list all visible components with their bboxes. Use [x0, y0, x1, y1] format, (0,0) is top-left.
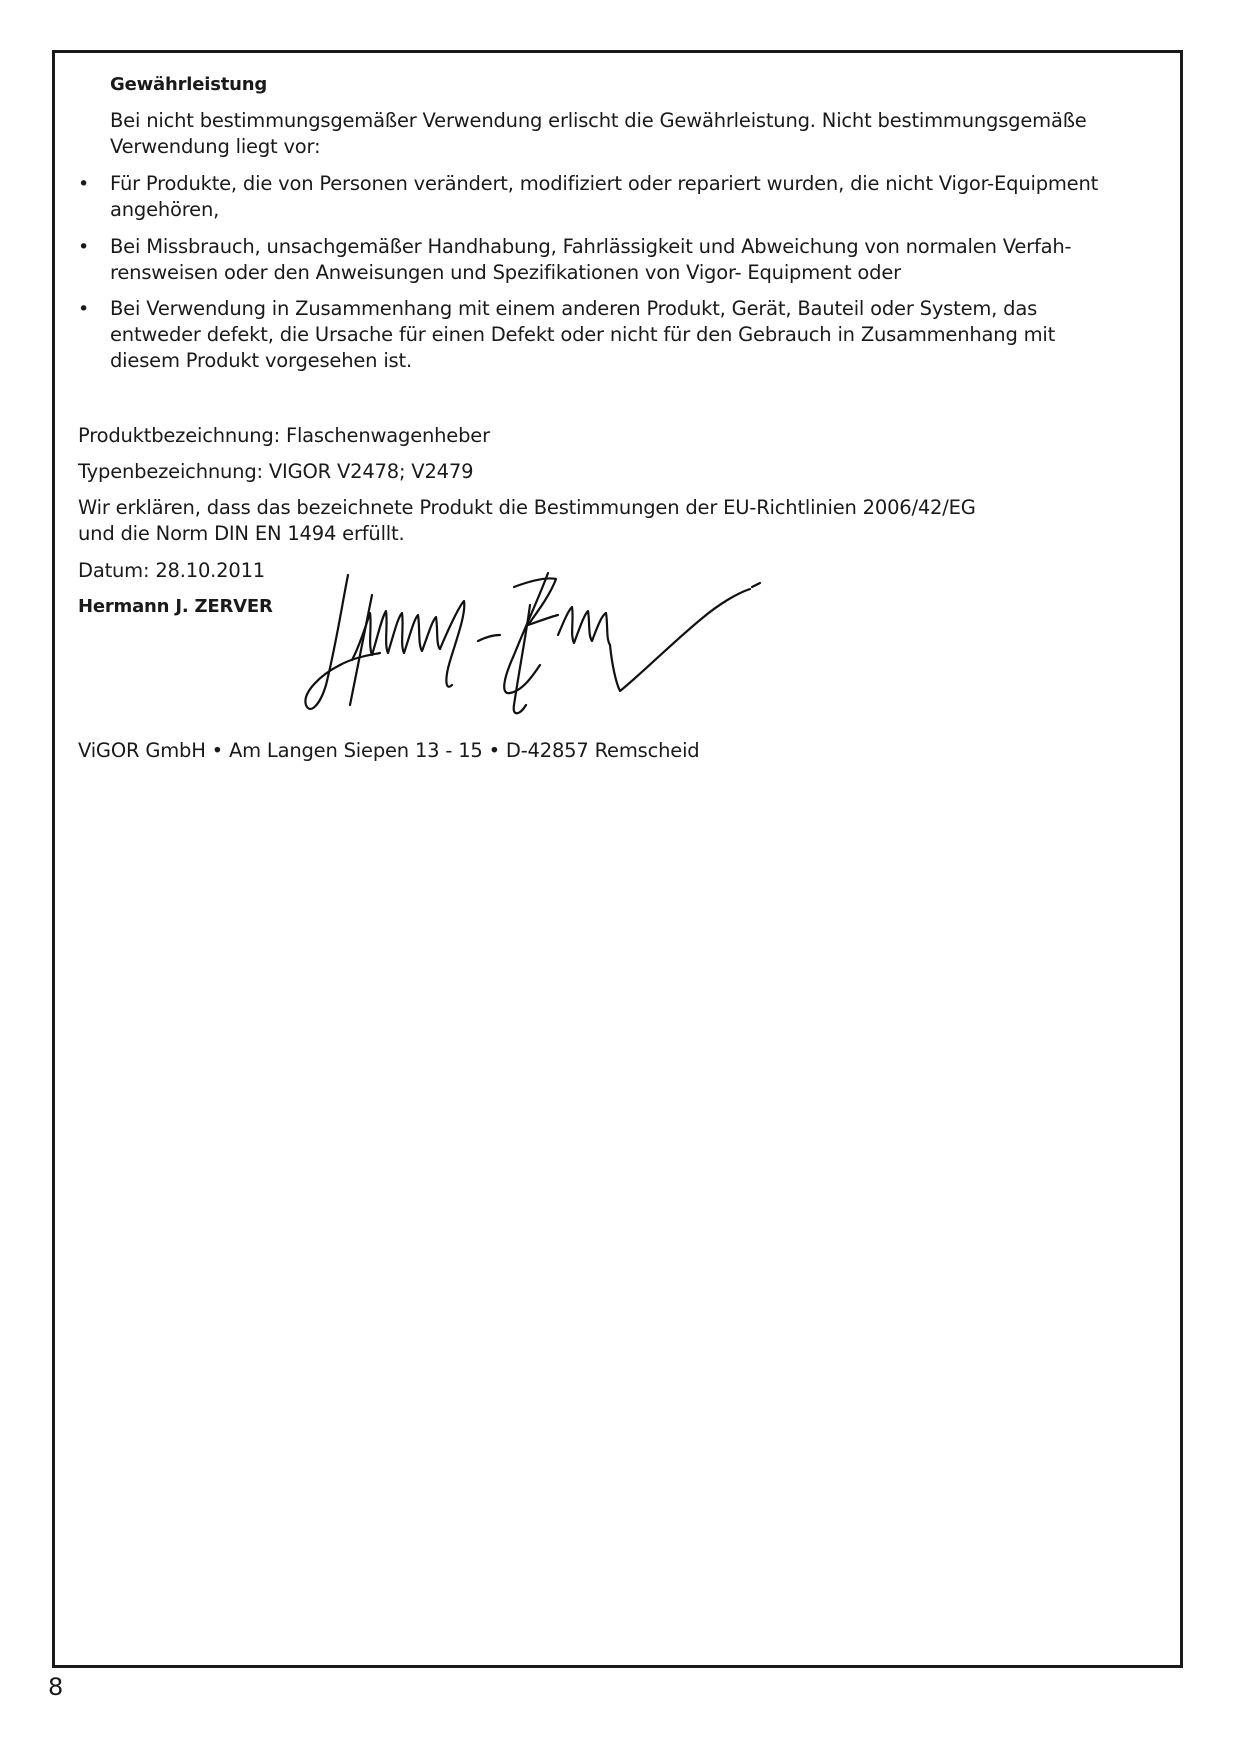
warranty-heading: Gewährleistung — [110, 74, 268, 95]
warranty-item-3-line-1: Bei Verwendung in Zusammenhang mit einem anderen Produkt, Gerät, Bauteil oder System, das — [110, 297, 1038, 320]
warranty-item-2-line-2: rensweisen oder den Anweisungen und Spezifikationen von Vigor- Equipment oder — [110, 261, 901, 284]
declaration-date: Datum: 28.10.2011 — [78, 559, 265, 582]
page-frame — [52, 50, 1183, 1668]
warranty-intro-line-2: Verwendung liegt vor: — [110, 135, 321, 158]
signature-image — [300, 565, 800, 730]
warranty-item-1-line-1: Für Produkte, die von Personen verändert, modifiziert oder repariert wurden, die nicht Vigor-Equipment — [110, 172, 1099, 195]
bullet-marker: • — [78, 173, 90, 195]
signatory-name: Hermann J. ZERVER — [78, 596, 273, 617]
bullet-marker: • — [78, 236, 90, 258]
warranty-intro-line-1: Bei nicht bestimmungsgemäßer Verwendung erlischt die Gewährleistung. Nicht bestimmungsgemäße — [110, 109, 1087, 132]
declaration-line-2: und die Norm DIN EN 1494 erfüllt. — [78, 522, 405, 545]
warranty-item-1-line-2: angehören, — [110, 198, 220, 221]
product-designation: Produktbezeichnung: Flaschenwagenheber — [78, 424, 490, 447]
warranty-item-3-line-2: entweder defekt, die Ursache für einen Defekt oder nicht für den Gebrauch in Zusammenhang mit — [110, 323, 1056, 346]
type-designation: Typenbezeichnung: VIGOR V2478; V2479 — [78, 460, 474, 483]
declaration-line-1: Wir erklären, dass das bezeichnete Produkt die Bestimmungen der EU-Richtlinien 2006/42/EG — [78, 496, 976, 519]
company-address: ViGOR GmbH • Am Langen Siepen 13 - 15 • D-42857 Remscheid — [78, 739, 700, 762]
warranty-item-3-line-3: diesem Produkt vorgesehen ist. — [110, 349, 412, 372]
warranty-item-2-line-1: Bei Missbrauch, unsachgemäßer Handhabung, Fahrlässigkeit und Abweichung von normalen Verfah- — [110, 235, 1072, 258]
bullet-marker: • — [78, 298, 90, 320]
page-number: 8 — [48, 1673, 64, 1701]
